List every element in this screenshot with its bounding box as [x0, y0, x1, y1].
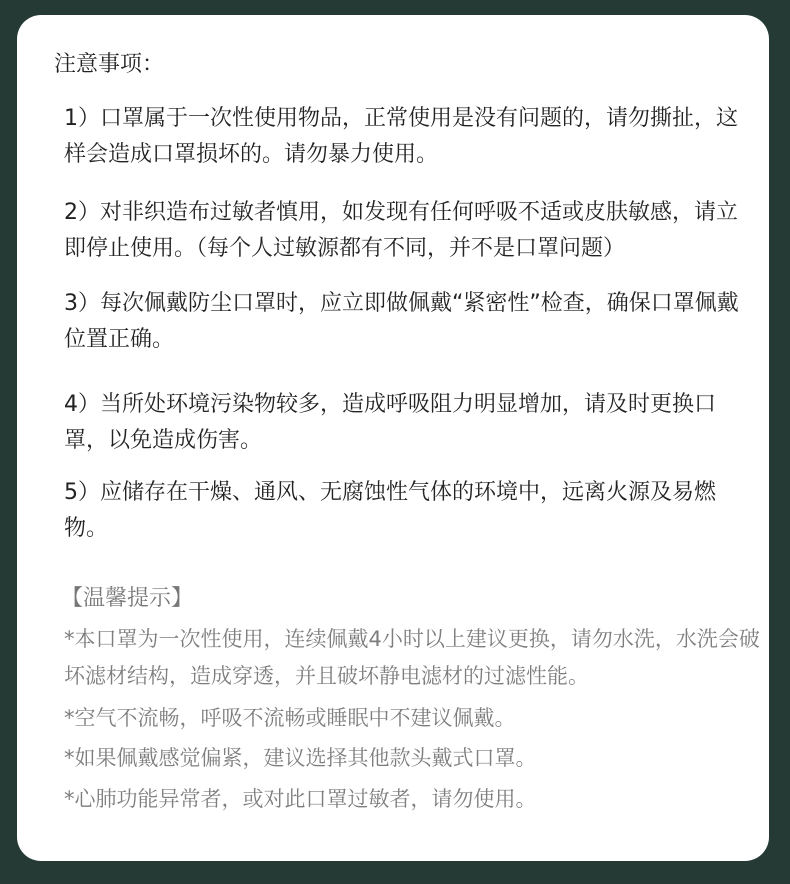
notice-item-4: 4）当所处环境污染物较多，造成呼吸阻力明显增加，请及时更换口罩，以免造成伤害。 — [64, 392, 716, 453]
tip-line-1: *本口罩为一次性使用，连续佩戴4小时以上建议更换，请勿水洗，水洗会破坏滤材结构，造成穿透，并且破坏静电滤材的过滤性能。 — [64, 627, 760, 688]
notice-item-3: 3）每次佩戴防尘口罩时，应立即做佩戴“紧密性”检查，确保口罩佩戴位置正确。 — [64, 291, 739, 352]
notice-item-5: 5）应储存在干燥、通风、无腐蚀性气体的环境中，远离火源及易燃物。 — [64, 480, 716, 541]
notice-item-1: 1）口罩属于一次性使用物品，正常使用是没有问题的，请勿撕扯，这样会造成口罩损坏的。请勿暴力使用。 — [64, 106, 738, 167]
notice-card — [17, 15, 769, 861]
tip-line-4: *心肺功能异常者，或对此口罩过敏者，请勿使用。 — [64, 787, 537, 811]
tip-line-3: *如果佩戴感觉偏紧，建议选择其他款头戴式口罩。 — [64, 746, 537, 770]
notice-item-2: 2）对非织造布过敏者慎用，如发现有任何呼吸不适或皮肤敏感，请立即停止使用。（每个人过敏源都有不同，并不是口罩问题） — [64, 200, 738, 261]
notice-heading: 注意事项： — [54, 52, 165, 77]
tip-line-2: *空气不流畅，呼吸不流畅或睡眠中不建议佩戴。 — [64, 706, 516, 730]
tips-title: 【温馨提示】 — [61, 586, 194, 611]
